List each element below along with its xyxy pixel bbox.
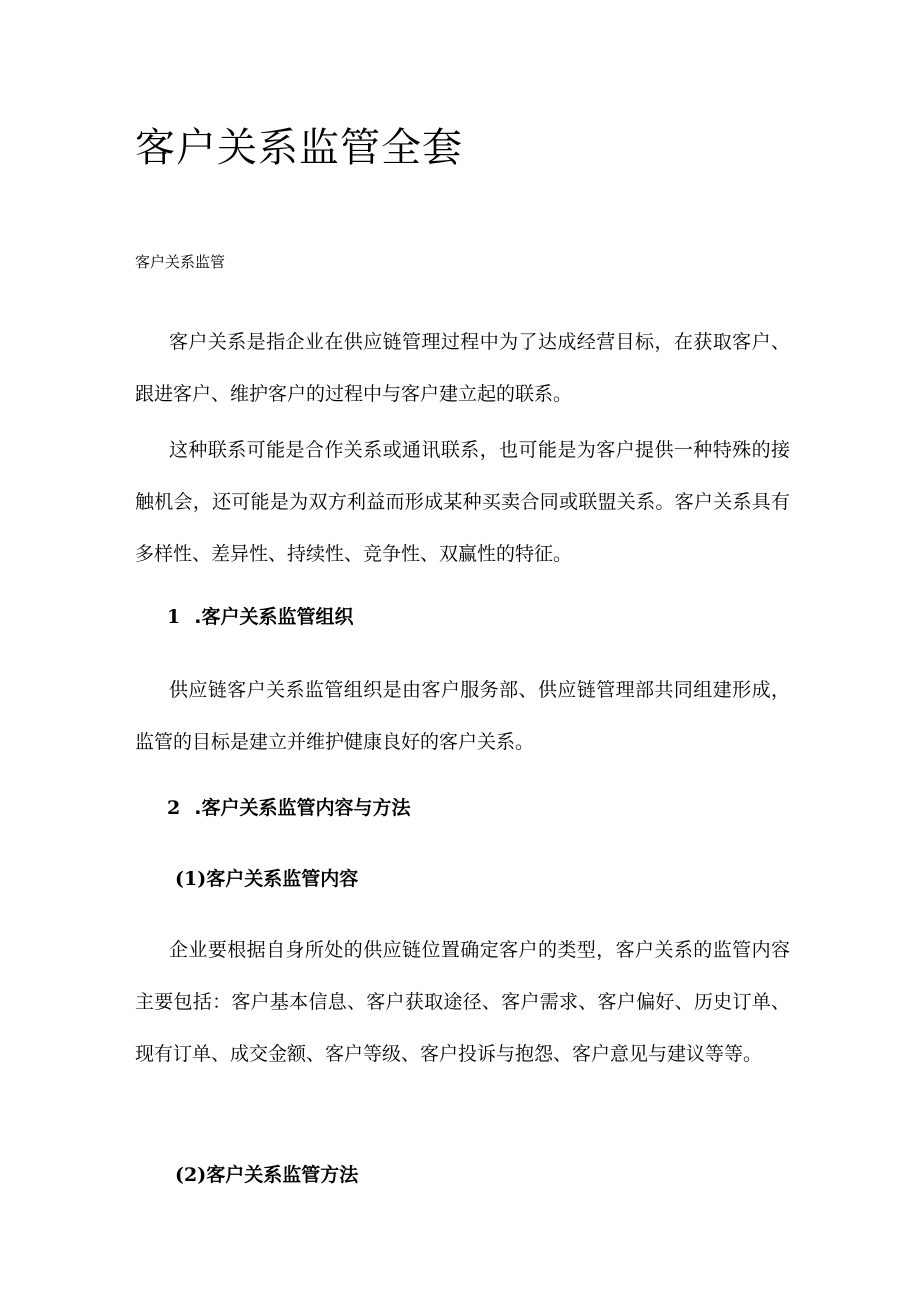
section-1-number: 1 <box>167 606 181 628</box>
section-2-1-heading <box>175 864 358 894</box>
section-2-2-heading <box>175 1160 358 1190</box>
document-title: 客户关系监管全套 <box>135 125 463 171</box>
section-2-number: 2 <box>167 797 181 819</box>
section-2-1-paragraph: 企业要根据自身所处的供应链位置确定客户的类型，客户关系的监管内容主要包括：客户基本信息、客户获取途径、客户需求、客户偏好、历史订单、现有订单、成交金额、客户等级、客户投诉与抱怨、客户意见与建议等等。 <box>135 939 790 1065</box>
section-1-title: .客户关系监管组织 <box>194 606 354 628</box>
section-2-1-number: (1) <box>175 868 207 890</box>
document-subtitle: 客户关系监管 <box>135 253 226 271</box>
section-2-1-title: 客户关系监管内容 <box>206 868 359 890</box>
section-1-paragraph: 供应链客户关系监管组织是由客户服务部、供应链管理部共同组建形成，监管的目标是建立并维护健康良好的客户关系。 <box>135 679 790 753</box>
section-2-2-number: (2) <box>175 1164 207 1186</box>
intro-paragraph-1: 客户关系是指企业在供应链管理过程中为了达成经营目标，在获取客户、跟进客户、维护客户的过程中与客户建立起的联系。 <box>135 331 790 405</box>
section-2-heading <box>167 793 410 823</box>
section-1-heading <box>167 602 353 632</box>
section-2-title: .客户关系监管内容与方法 <box>194 797 411 819</box>
intro-paragraph-2: 这种联系可能是合作关系或通讯联系，也可能是为客户提供一种特殊的接触机会，还可能是为双方利益而形成某种买卖合同或联盟关系。客户关系具有多样性、差异性、持续性、竞争性、双赢性的特征。 <box>135 439 790 565</box>
section-2-2-title: 客户关系监管方法 <box>206 1164 359 1186</box>
